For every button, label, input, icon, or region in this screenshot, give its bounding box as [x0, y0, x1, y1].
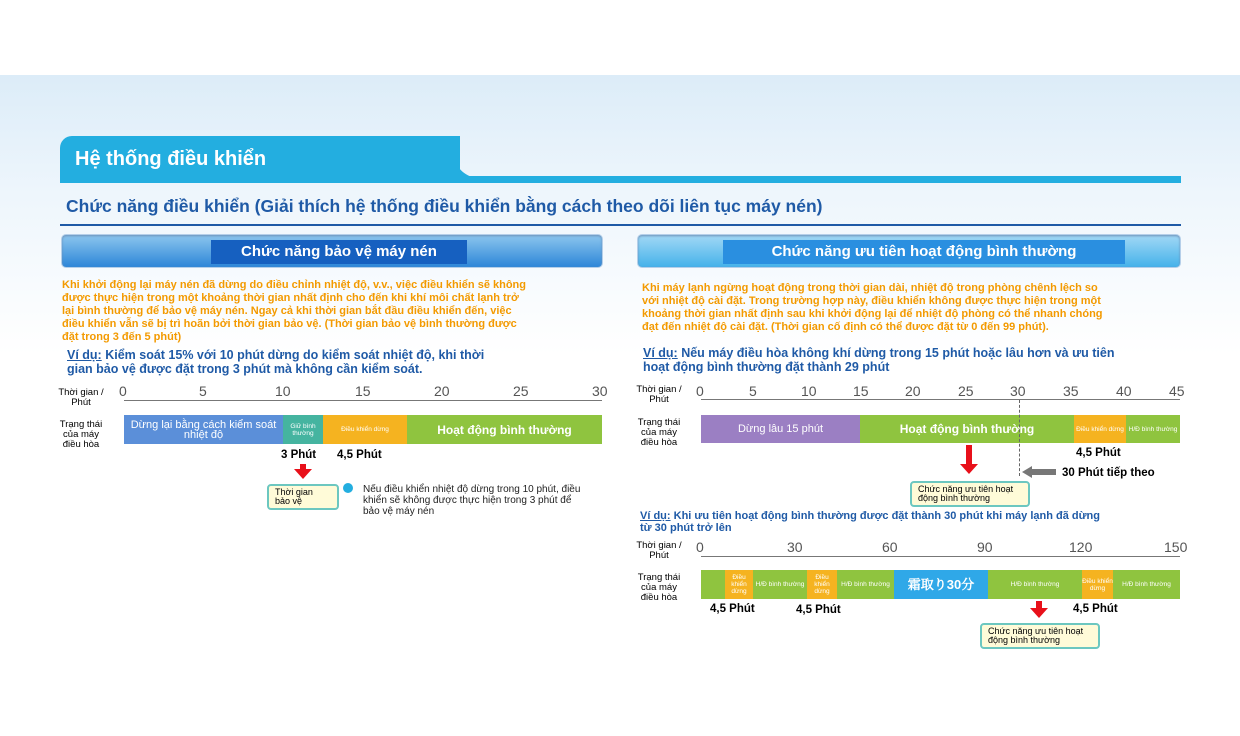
right-arrow-stem-1 — [966, 445, 972, 465]
right-arrow-down-icon-2 — [1030, 608, 1048, 618]
timeline-segment-normal: H/Đ bình thường — [1113, 570, 1180, 599]
right-description-line: với nhiệt độ cài đặt. Trong trường hợp này, điều khiển không được thực hiện trong một — [642, 295, 1101, 307]
right-axis-line-1 — [701, 399, 1180, 400]
left-example — [67, 348, 597, 376]
timeline-segment-control-stop: Điều khiển dừng — [725, 570, 753, 599]
left-description — [62, 279, 607, 344]
left-mark-3min: 3 Phút — [281, 449, 317, 461]
timeline-segment-control-stop: Điều khiển dừng — [807, 570, 837, 599]
right-description-line: Khi máy lạnh ngừng hoạt động trong thời gian dài, nhiệt độ trong phòng chênh lệch so — [642, 282, 1098, 294]
right-mark-45min: 4,5 Phút — [1076, 447, 1121, 459]
axis-tick-label: 0 — [696, 539, 704, 555]
right-description-line: đạt đến nhiệt độ cài đặt. (Thời gian cố định có thể được đặt từ 0 đến 99 phút). — [642, 321, 1049, 333]
timeline-segment-normal-lead — [701, 570, 725, 599]
left-description-line: đặt trong 3 đến 5 phút) — [62, 331, 182, 343]
subtitle-underline — [60, 224, 1181, 226]
left-arrow-down-icon — [294, 469, 312, 479]
axis-tick-label: 0 — [696, 383, 704, 399]
timeline-segment-stopped: Dừng lại bằng cách kiểm soát nhiệt độ — [124, 415, 283, 444]
timeline-segment-control-stop: Điều khiển dừng — [1074, 415, 1126, 443]
left-example-line: gian bảo vệ được đặt trong 3 phút mà không cần kiểm soát. — [67, 362, 423, 376]
page-title: Hệ thống điều khiển — [75, 148, 267, 170]
axis-tick-label: 15 — [853, 383, 869, 399]
arrow-left-icon — [1022, 466, 1056, 478]
right-mark-45min-c: 4,5 Phút — [1073, 603, 1118, 615]
timeline-segment-normal: Hoạt động bình thường — [860, 415, 1074, 443]
axis-tick-label: 45 — [1169, 383, 1185, 399]
left-description-line: lại bình thường để bảo vệ máy nén. Ngay cả khi thời gian bắt đầu điều khiển đến, việc — [62, 305, 512, 317]
timeline-segment-protect: Giữ bình thường — [283, 415, 323, 444]
axis-tick-label: 10 — [801, 383, 817, 399]
right-example-2-label: Ví dụ: — [640, 510, 671, 522]
right-example-1-label: Ví dụ: — [643, 346, 678, 360]
left-note: Nếu điều khiển nhiệt độ dừng trong 10 phút, điều khiển sẽ không được thực hiện trong 3 phút để bảo vệ máy nén — [363, 484, 581, 517]
axis-tick-label: 30 — [1010, 383, 1026, 399]
right-mark-30min-next: 30 Phút tiếp theo — [1062, 467, 1155, 479]
page-subtitle: Chức năng điều khiển (Giải thích hệ thống điều khiển bằng cách theo dõi liên tục máy nén) — [66, 196, 823, 216]
left-callout: Thời gian bảo vệ — [267, 484, 339, 510]
timeline-segment-control-stop: Điều khiển dừng — [323, 415, 407, 444]
bullet-icon — [343, 483, 353, 493]
axis-tick-label: 25 — [958, 383, 974, 399]
left-time-label: Thời gian / Phút — [58, 387, 104, 408]
axis-tick-label: 20 — [434, 383, 450, 399]
axis-tick-label: 30 — [787, 539, 803, 555]
left-example-line: Kiểm soát 15% với 10 phút dừng do kiểm soát nhiệt độ, khi thời — [105, 348, 485, 362]
right-panel-title: Chức năng ưu tiên hoạt động bình thường — [723, 240, 1125, 264]
axis-tick-label: 20 — [905, 383, 921, 399]
right-state-label-1: Trạng thái của máy điều hòa — [637, 417, 681, 448]
right-callout-2: Chức năng ưu tiên hoạt động bình thường — [980, 623, 1100, 649]
left-axis-line — [124, 400, 602, 401]
axis-tick-label: 90 — [977, 539, 993, 555]
right-callout-1: Chức năng ưu tiên hoạt động bình thường — [910, 481, 1030, 507]
left-panel-title: Chức năng bảo vệ máy nén — [211, 240, 467, 264]
axis-tick-label: 150 — [1164, 539, 1188, 555]
timeline-segment-long-stop: Dừng lâu 15 phút — [701, 415, 860, 443]
timeline-segment-defrost: 霜取り30分 — [894, 570, 988, 599]
section-tab-curve — [420, 136, 480, 178]
left-description-line: Khi khởi động lại máy nén đã dừng do điều chỉnh nhiệt độ, v.v., việc điều khiển sẽ không — [62, 279, 526, 291]
axis-tick-label: 5 — [749, 383, 757, 399]
left-mark-45min: 4,5 Phút — [337, 449, 382, 461]
axis-tick-label: 10 — [275, 383, 291, 399]
right-description-line: khoảng thời gian nhất định sau khi khởi động lại để nhiệt độ phòng có thể nhanh chóng — [642, 308, 1103, 320]
timeline-segment-normal: Hoạt động bình thường — [407, 415, 602, 444]
timeline-segment-control-stop: Điều khiển dừng — [1082, 570, 1113, 599]
axis-tick-label: 40 — [1116, 383, 1132, 399]
timeline-segment-normal-short: H/Đ bình thường — [1126, 415, 1180, 443]
axis-tick-label: 120 — [1069, 539, 1093, 555]
left-state-label: Trạng thái của máy điều hòa — [59, 419, 103, 450]
right-description — [642, 282, 1187, 334]
section-tab-bar — [60, 176, 1181, 183]
axis-tick-label: 60 — [882, 539, 898, 555]
axis-tick-label: 25 — [513, 383, 529, 399]
right-arrow-down-icon-1 — [960, 464, 978, 474]
axis-tick-label: 0 — [119, 383, 127, 399]
right-time-label-2: Thời gian / Phút — [636, 540, 682, 561]
left-example-label: Ví dụ: — [67, 348, 102, 362]
right-mark-45min-b: 4,5 Phút — [796, 604, 841, 616]
left-description-line: điều khiển vẫn sẽ bị trì hoãn bởi thời gian bảo vệ. (Thời gian bảo vệ bình thường được — [62, 318, 517, 330]
right-example-2: Ví dụ: Khi ưu tiên hoạt động bình thường được đặt thành 30 phút khi máy lạnh đã dừng từ 30 phút trở lên — [640, 510, 1100, 534]
right-state-label-2: Trạng thái của máy điều hòa — [637, 572, 681, 603]
axis-tick-label: 30 — [592, 383, 608, 399]
timeline-segment-normal: H/Đ bình thường — [753, 570, 807, 599]
right-axis-line-2 — [701, 556, 1180, 557]
left-description-line: được thực hiện trong một khoảng thời gian nhất định cho đến khi khí môi chất lạnh trở — [62, 292, 519, 304]
timeline-segment-normal: H/Đ bình thường — [837, 570, 894, 599]
timeline-segment-normal: H/Đ bình thường — [988, 570, 1082, 599]
right-time-label-1: Thời gian / Phút — [636, 384, 682, 405]
right-example-1: Ví dụ: Nếu máy điều hòa không khí dừng trong 15 phút hoặc lâu hơn và ưu tiên hoạt động bình thường đặt thành 29 phút — [643, 346, 1115, 374]
thirty-minute-guide-line — [1019, 400, 1020, 476]
axis-tick-label: 5 — [199, 383, 207, 399]
axis-tick-label: 15 — [355, 383, 371, 399]
right-mark-45min-a: 4,5 Phút — [710, 603, 755, 615]
axis-tick-label: 35 — [1063, 383, 1079, 399]
